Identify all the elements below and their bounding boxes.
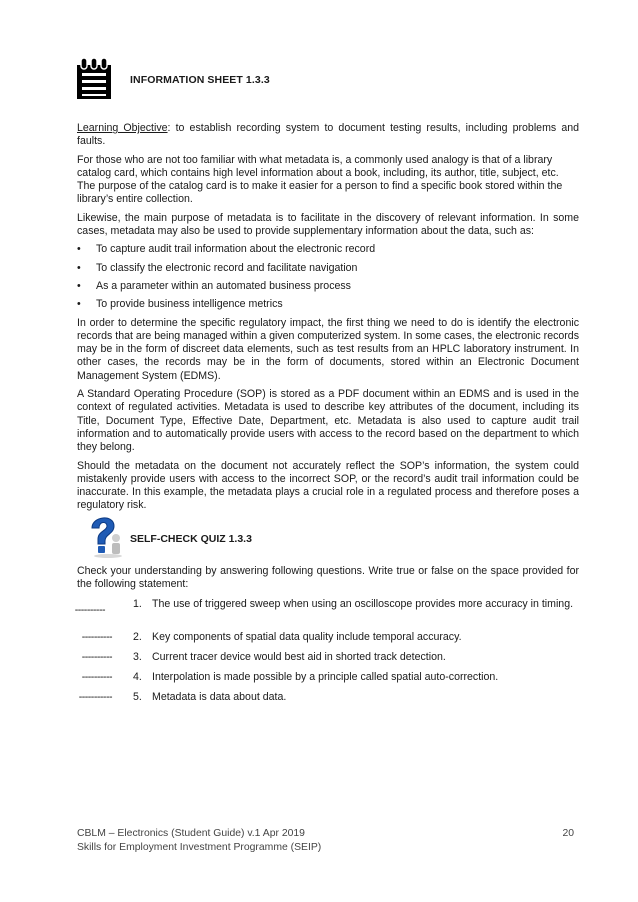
paragraph: A Standard Operating Procedure (SOP) is stored as a PDF document within an EDMS and is used in the context of regulated activities. Metadata is used to describe key attributes of the document, including its Title, Document Type, Effective Date, Department, etc. Metadata is also used to capture audit trail information and to automatically provide users with access to the record based on the department to which they belong. <box>77 388 579 454</box>
bullet-icon: • <box>77 298 81 311</box>
self-check-header <box>84 510 484 558</box>
quiz-item <box>77 631 579 651</box>
quiz-item <box>74 598 579 631</box>
learning-objective-label: Learning Objective <box>77 122 168 134</box>
quiz-item <box>77 651 579 671</box>
quiz-item <box>77 691 579 711</box>
quiz-instructions: Check your understanding by answering following questions. Write true or false on the space provided for the following statement: <box>77 565 579 591</box>
self-check-title: SELF-CHECK QUIZ 1.3.3 <box>130 533 252 545</box>
question-text: Metadata is data about data. <box>152 691 287 703</box>
info-sheet-title: INFORMATION SHEET 1.3.3 <box>130 74 270 86</box>
answer-blank[interactable]: ---------- <box>81 651 112 663</box>
paragraph: Should the metadata on the document not accurately reflect the SOP’s information, the system could mistakenly provide users with access to the incorrect SOP, or the record’s audit trail information could be inaccurate. In this example, the metadata plays a crucial role in a regulated process and therefore poses a regulatory risk. <box>77 459 579 512</box>
footer-programme-name: Skills for Employment Investment Programme (SEIP) <box>77 842 322 853</box>
answer-blank[interactable]: ---------- <box>81 631 112 643</box>
quiz-item <box>77 671 579 691</box>
learning-objective-text: : to establish recording system to document testing results, including problems and faults. <box>77 122 579 148</box>
paragraph: Likewise, the main purpose of metadata is to facilitate in the discovery of relevant information. In some cases, metadata may also be used to provide supplementary information about the data, such as: <box>77 211 579 238</box>
bullet-item <box>77 262 579 275</box>
question-number: 1. <box>133 598 142 610</box>
question-number: 3. <box>133 651 142 663</box>
question-number: 2. <box>133 631 142 643</box>
information-body <box>77 122 579 518</box>
quiz-list <box>74 598 579 711</box>
bullet-item <box>77 243 579 256</box>
bullet-icon: • <box>77 243 81 256</box>
question-number: 5. <box>133 691 142 703</box>
answer-blank[interactable]: ----------- <box>78 691 112 703</box>
bullet-text: To provide business intelligence metrics <box>96 298 283 311</box>
question-number: 4. <box>133 671 142 683</box>
bullet-icon: • <box>77 279 81 292</box>
bullet-item <box>77 280 579 293</box>
info-sheet-header <box>76 58 556 102</box>
question-text: The use of triggered sweep when using an oscilloscope provides more accuracy in timing. <box>152 598 574 610</box>
paragraph: For those who are not too familiar with what metadata is, a commonly used analogy is that of a library catalog card, which contains high level information about a book, including, its author, title, subject, etc. The purpose of the catalog card is to make it easier for a person to find a specific book stored within the library’s entire collection. <box>77 153 563 206</box>
bullet-text: To classify the electronic record and facilitate navigation <box>96 261 358 274</box>
question-text: Key components of spatial data quality include temporal accuracy. <box>152 631 462 643</box>
question-mark-person-icon <box>84 510 126 558</box>
bullet-list <box>77 243 579 311</box>
bullet-icon: • <box>77 261 81 274</box>
footer-document-title: CBLM – Electronics (Student Guide) v.1 Apr 2019 <box>77 828 305 839</box>
bullet-text: As a parameter within an automated business process <box>96 279 351 292</box>
page-number: 20 <box>562 828 574 839</box>
bullet-item <box>77 298 579 311</box>
notepad-icon <box>76 58 112 100</box>
learning-objective <box>77 122 579 149</box>
answer-blank[interactable]: ---------- <box>81 671 112 683</box>
bullet-text: To capture audit trail information about the electronic record <box>96 243 376 256</box>
answer-blank[interactable]: ---------- <box>74 604 105 616</box>
question-text: Interpolation is made possible by a principle called spatial auto-correction. <box>152 671 499 683</box>
question-text: Current tracer device would best aid in shorted track detection. <box>152 651 446 663</box>
paragraph: In order to determine the specific regulatory impact, the first thing we need to do is identify the electronic records that are being managed within a given computerized system. In some cases, the electronic records may be in the form of discreet data elements, such as test results from an HPLC laboratory instrument. In other cases, the records may be in the form of documents, stored within an Electronic Document Management System (EDMS). <box>77 316 579 382</box>
page-footer <box>77 827 574 855</box>
